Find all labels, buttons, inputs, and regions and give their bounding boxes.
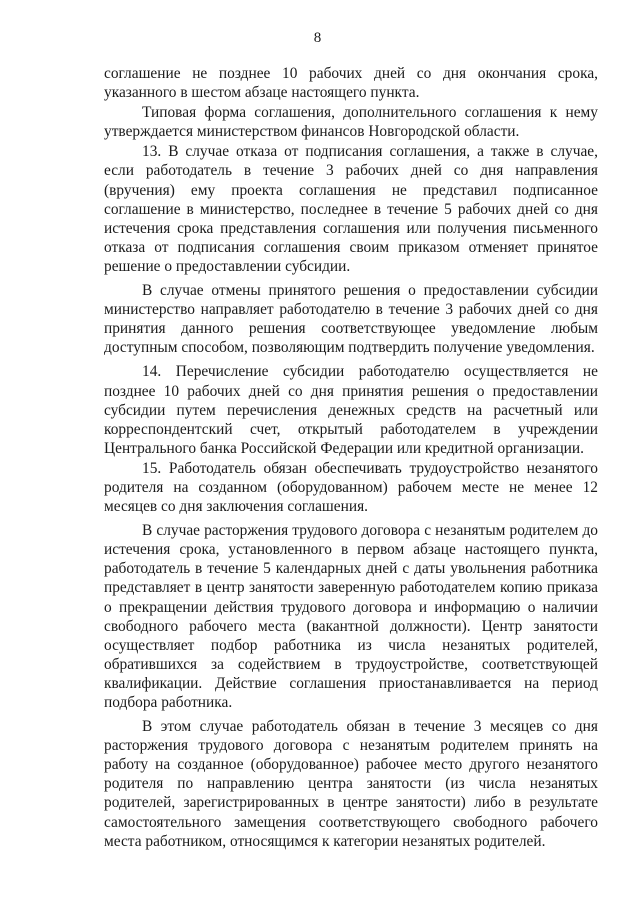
paragraph-item-15: 15. Работодатель обязан обеспечивать трудоустройство незанятого родителя на созданном (оборудованном) рабочем месте не менее 12 месяцев со дня заключения соглашения. [104, 459, 598, 516]
paragraph-contract-termination: В случае расторжения трудового договора с незанятым родителем до истечения срока, установленного в первом абзаце настоящего пункта, работодатель в течение 5 календарных дней с даты увольнения работника представляет в центр занятости заверенную работодателем копию приказа о прекращении действия трудового договора и информацию о наличии свободного рабочего места (вакантной должности). Центр занятости осуществляет подбор работника из числа незанятых родителей, обратившихся за содействием в трудоустройстве, соответствующей квалификации. Действие соглашения приостанавливается на период подбора работника. [104, 522, 598, 711]
paragraph-standard-form: Типовая форма соглашения, дополнительного соглашения к нему утверждается министерством финансов Новгородской области. [104, 104, 598, 141]
paragraph-item-14: 14. Перечисление субсидии работодателю осуществляется не позднее 10 рабочих дней со дня принятия решения о предоставлении субсидии путем перечисления денежных средств на расчетный или корреспондентский счет, открытый работодателем в учреждении Центрального банка Российской Федерации или кредитной организации. [104, 363, 598, 457]
paragraph-cancellation-notice: В случае отмены принятого решения о предоставлении субсидии министерство направляет работодателю в течение 3 рабочих дней со дня принятия данного решения соответствующее уведомление любым доступным способом, позволяющим подтвердить получение уведомления. [104, 282, 598, 357]
paragraph-continuation: соглашение не позднее 10 рабочих дней со дня окончания срока, указанного в шестом абзаце настоящего пункта. [104, 65, 598, 102]
paragraph-replacement-duty: В этом случае работодатель обязан в течение 3 месяцев со дня расторжения трудового договора с незанятым родителем принять на работу на созданное (оборудованное) рабочее место другого незанятого родителя по направлению центра занятости (из числа незанятых родителей, зарегистрированных в центре занятости) либо в результате самостоятельного замещения соответствующего свободного рабочего места работником, относящимся к категории незанятых родителей. [104, 718, 598, 850]
document-body [104, 64, 598, 851]
paragraph-item-13: 13. В случае отказа от подписания соглашения, а также в случае, если работодатель в течение 3 рабочих дней со дня направления (вручения) ему проекта соглашения не представил подписанное соглашение в министерство, последнее в течение 5 рабочих дней со дня истечения срока представления соглашения или получения письменного отказа от подписания соглашения своим приказом отменяет принятое решение о предоставлении субсидии. [104, 143, 598, 275]
page-number: 8 [313, 30, 322, 46]
